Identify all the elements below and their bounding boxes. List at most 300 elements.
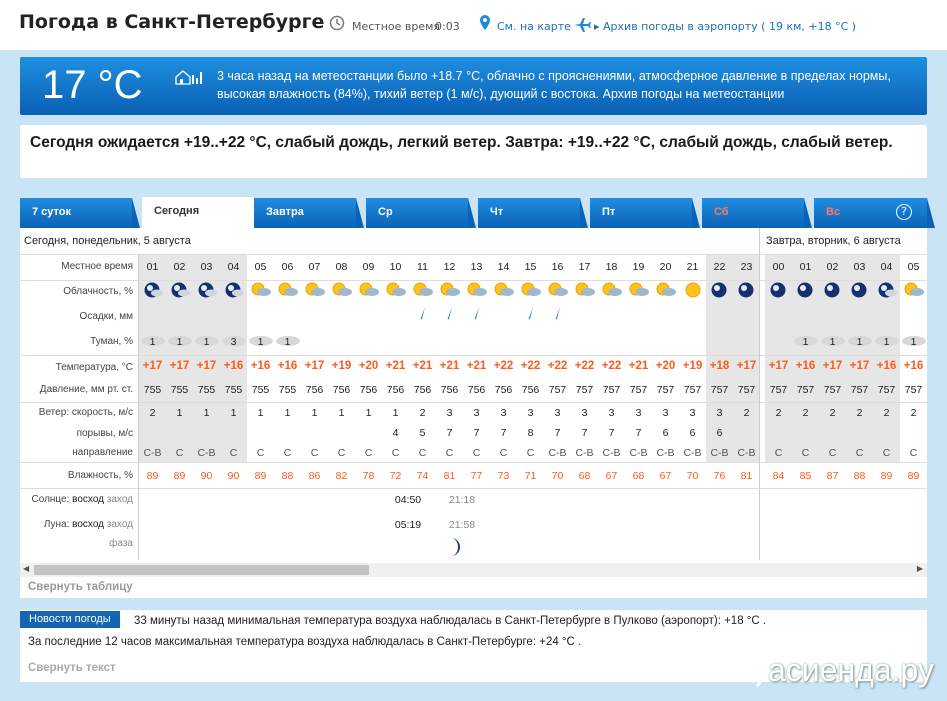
sun-cloud-icon <box>520 281 542 299</box>
row-label-sun <box>32 494 134 505</box>
hour-cell: 14 <box>497 261 510 273</box>
sunrise-label: восход <box>72 494 104 505</box>
wind-cell: 3 <box>581 407 588 419</box>
temperature-cell: +17 <box>849 360 870 372</box>
humidity-cell: 70 <box>551 470 564 482</box>
direction-cell: С-В <box>737 447 756 459</box>
moon-cloud-icon <box>169 281 191 299</box>
humidity-cell: 68 <box>578 470 591 482</box>
moon-cloud-icon <box>142 281 164 299</box>
direction-cell: С <box>364 447 373 459</box>
wind-cell: 1 <box>365 407 372 419</box>
pressure-cell: 756 <box>440 384 459 396</box>
gust-cell: 7 <box>554 427 561 439</box>
hour-cell: 16 <box>551 261 564 273</box>
direction-cell: С <box>337 447 346 459</box>
humidity-cell: 72 <box>389 470 402 482</box>
moonrise-label: восход <box>72 519 104 530</box>
humidity-cell: 89 <box>880 470 893 482</box>
humidity-cell: 71 <box>524 470 537 482</box>
humidity-cell: 73 <box>497 470 510 482</box>
gust-cell: 7 <box>635 427 642 439</box>
direction-cell: С-В <box>629 447 648 459</box>
pressure-cell: 757 <box>769 384 788 396</box>
gust-cell: 8 <box>527 427 534 439</box>
wind-cell: 3 <box>554 407 561 419</box>
map-pin-icon[interactable] <box>478 14 492 32</box>
tab-6[interactable]: Сб <box>702 198 804 228</box>
humidity-cell: 82 <box>335 470 348 482</box>
direction-cell: С <box>909 447 918 459</box>
pressure-cell: 755 <box>278 384 297 396</box>
wind-cell: 3 <box>527 407 534 419</box>
airport-archive-text: Архив погоды в аэропорту ( 19 км, +18 °C ) <box>603 20 857 33</box>
wind-cell: 1 <box>311 407 318 419</box>
hour-cell: 05 <box>907 261 920 273</box>
hour-cell: 18 <box>605 261 618 273</box>
crescent-moon-icon <box>446 537 460 557</box>
temperature-cell: +21 <box>385 360 406 372</box>
humidity-cell: 87 <box>826 470 839 482</box>
humidity-cell: 81 <box>443 470 456 482</box>
today-label: Сегодня, понедельник, 5 августа <box>24 235 191 247</box>
hour-cell: 09 <box>362 261 375 273</box>
humidity-cell: 89 <box>907 470 920 482</box>
fog-cell: 1 <box>284 336 291 348</box>
pressure-cell: 757 <box>575 384 594 396</box>
pressure-cell: 756 <box>521 384 540 396</box>
pressure-cell: 757 <box>850 384 869 396</box>
direction-cell: С <box>499 447 508 459</box>
sun-cloud-icon <box>628 281 650 299</box>
hour-cell: 01 <box>799 261 812 273</box>
sun-label: Солнце: <box>31 494 70 505</box>
watermark-text: асиенда.ру <box>768 652 934 688</box>
temperature-cell: +20 <box>358 360 379 372</box>
sun-cloud-icon <box>277 281 299 299</box>
news-line-1: 33 минуты назад минимальная температура воздуха наблюдалась в Санкт-Петербурге в Пулково (аэропорт): +18 °C . <box>134 615 767 627</box>
humidity-cell: 89 <box>146 470 159 482</box>
row-label-pressure: Давление, мм рт. ст. <box>39 384 133 395</box>
row-divider <box>20 254 927 255</box>
fog-cell: 1 <box>910 336 917 348</box>
fog-cell: 1 <box>883 336 890 348</box>
humidity-cell: 84 <box>772 470 785 482</box>
wind-cell: 1 <box>257 407 264 419</box>
summary-text: Сегодня ожидается +19..+22 °C, слабый дождь, легкий ветер. Завтра: +19..+22 °C, слабый дождь, слабый ветер. <box>30 134 893 151</box>
hour-cell: 23 <box>740 261 753 273</box>
tab-1[interactable]: Сегодня <box>142 197 254 229</box>
direction-cell: С-В <box>656 447 675 459</box>
tab-4[interactable]: Чт <box>478 198 580 228</box>
fog-cell: 3 <box>230 336 237 348</box>
direction-cell: С-В <box>710 447 729 459</box>
hour-cell: 02 <box>826 261 839 273</box>
hour-cell: 00 <box>772 261 785 273</box>
hour-cell: 03 <box>853 261 866 273</box>
pressure-cell: 757 <box>737 384 756 396</box>
fog-cell: 1 <box>203 336 210 348</box>
wind-cell: 2 <box>910 407 917 419</box>
pressure-cell: 757 <box>602 384 621 396</box>
wind-cell: 1 <box>392 407 399 419</box>
pressure-cell: 757 <box>823 384 842 396</box>
temperature-cell: +16 <box>876 360 897 372</box>
wind-cell: 3 <box>635 407 642 419</box>
temperature-cell: +21 <box>466 360 487 372</box>
row-label-gusts: порывы, м/с <box>76 428 133 439</box>
help-icon[interactable]: ? <box>896 204 912 220</box>
tab-0[interactable]: 7 суток <box>20 198 132 228</box>
sun-cloud-icon <box>331 281 353 299</box>
pressure-cell: 755 <box>251 384 270 396</box>
gust-cell: 6 <box>662 427 669 439</box>
pressure-cell: 756 <box>413 384 432 396</box>
direction-cell: С <box>310 447 319 459</box>
sun-cloud-icon <box>250 281 272 299</box>
pressure-cell: 755 <box>224 384 243 396</box>
wind-cell: 2 <box>829 407 836 419</box>
temperature-cell: +18 <box>709 360 730 372</box>
wind-cell: 3 <box>446 407 453 419</box>
row-divider <box>20 488 927 489</box>
row-label-temp: Температура, °C <box>55 362 133 373</box>
pressure-cell: 757 <box>877 384 896 396</box>
sun-cloud-icon <box>466 281 488 299</box>
temperature-cell: +17 <box>822 360 843 372</box>
sun-cloud-icon <box>574 281 596 299</box>
sun-cloud-icon <box>412 281 434 299</box>
pressure-cell: 755 <box>170 384 189 396</box>
rain-drop-icon <box>472 306 482 320</box>
moon-icon <box>849 281 871 299</box>
humidity-cell: 78 <box>362 470 375 482</box>
row-divider <box>20 355 927 356</box>
wind-cell: 1 <box>176 407 183 419</box>
row-label-clouds: Облачность, % <box>63 286 133 297</box>
wind-cell: 3 <box>662 407 669 419</box>
temperature-cell: +17 <box>768 360 789 372</box>
hour-cell: 20 <box>659 261 672 273</box>
humidity-cell: 90 <box>227 470 240 482</box>
temperature-cell: +22 <box>547 360 568 372</box>
direction-cell: С-В <box>602 447 621 459</box>
sun-cloud-icon <box>655 281 677 299</box>
humidity-cell: 67 <box>605 470 618 482</box>
hour-cell: 19 <box>632 261 645 273</box>
pressure-cell: 757 <box>904 384 923 396</box>
pressure-cell: 755 <box>143 384 162 396</box>
row-label-moon <box>44 519 133 530</box>
humidity-cell: 77 <box>470 470 483 482</box>
pressure-cell: 757 <box>548 384 567 396</box>
wind-cell: 2 <box>856 407 863 419</box>
weather-station-icon[interactable] <box>174 69 208 85</box>
humidity-cell: 67 <box>659 470 672 482</box>
sunset-time: 21:18 <box>448 494 476 506</box>
hour-cell: 04 <box>227 261 240 273</box>
sun-icon <box>682 281 704 299</box>
gust-cell: 6 <box>689 427 696 439</box>
pressure-cell: 756 <box>386 384 405 396</box>
hour-cell: 10 <box>389 261 402 273</box>
direction-cell: С <box>801 447 810 459</box>
direction-cell: С <box>855 447 864 459</box>
wind-cell: 2 <box>149 407 156 419</box>
moonrise-time: 05:19 <box>394 519 422 531</box>
sun-cloud-icon <box>903 281 925 299</box>
temperature-cell: +16 <box>795 360 816 372</box>
humidity-cell: 68 <box>632 470 645 482</box>
direction-cell: С <box>828 447 837 459</box>
news-line-2: За последние 12 часов максимальная температура воздуха наблюдалась в Санкт-Петербурге: +24 °C . <box>28 636 582 648</box>
collapse-text-link[interactable]: Свернуть текст <box>28 662 116 674</box>
forecast-table <box>20 228 927 598</box>
hour-cell: 11 <box>417 261 428 273</box>
direction-cell: С <box>391 447 400 459</box>
moon-icon <box>736 281 758 299</box>
sun-cloud-icon <box>358 281 380 299</box>
humidity-cell: 88 <box>853 470 866 482</box>
moon-cloud-icon <box>876 281 898 299</box>
pressure-cell: 756 <box>332 384 351 396</box>
temperature-cell: +21 <box>412 360 433 372</box>
pressure-cell: 757 <box>656 384 675 396</box>
hour-cell: 04 <box>880 261 893 273</box>
moon-label: Луна: <box>43 519 70 530</box>
hour-cell: 12 <box>443 261 456 273</box>
moon-cloud-icon <box>223 281 245 299</box>
fog-cell: 1 <box>802 336 809 348</box>
wind-cell: 1 <box>230 407 237 419</box>
row-divider <box>20 402 927 403</box>
temperature-cell: +16 <box>903 360 924 372</box>
fog-cell: 1 <box>856 336 863 348</box>
hour-cell: 13 <box>470 261 483 273</box>
humidity-cell: 81 <box>740 470 753 482</box>
temperature-cell: +17 <box>304 360 325 372</box>
direction-cell: С <box>418 447 427 459</box>
moon-icon <box>709 281 731 299</box>
hour-cell: 15 <box>524 261 537 273</box>
sun-cloud-icon <box>547 281 569 299</box>
row-label-wind: Ветер: скорость, м/с <box>38 407 133 418</box>
scroll-right-icon[interactable]: ▶ <box>916 564 923 573</box>
hour-cell: 08 <box>335 261 348 273</box>
direction-cell: С <box>283 447 292 459</box>
sun-cloud-icon <box>493 281 515 299</box>
temperature-cell: +19 <box>331 360 352 372</box>
humidity-cell: 86 <box>308 470 321 482</box>
moonset-label: заход <box>106 519 133 530</box>
hour-cell: 05 <box>254 261 267 273</box>
map-link[interactable]: См. на карте <box>497 20 571 33</box>
humidity-cell: 85 <box>799 470 812 482</box>
humidity-cell: 88 <box>281 470 294 482</box>
tab-2[interactable]: Завтра <box>254 198 356 228</box>
sun-cloud-icon <box>304 281 326 299</box>
rain-drop-icon <box>553 306 563 320</box>
row-label-phase: фаза <box>109 538 133 549</box>
page-title: Погода в Санкт-Петербурге <box>19 11 325 33</box>
temperature-cell: +21 <box>628 360 649 372</box>
airport-archive-link[interactable]: ▸ Архив погоды в аэропорту ( 19 км, +18 °C ) <box>594 20 857 33</box>
gust-cell: 7 <box>446 427 453 439</box>
direction-cell: С <box>774 447 783 459</box>
wind-cell: 3 <box>689 407 696 419</box>
direction-cell: С-В <box>575 447 594 459</box>
clock-icon <box>329 15 345 31</box>
hour-cell: 02 <box>173 261 186 273</box>
wind-cell: 3 <box>608 407 615 419</box>
wind-cell: 2 <box>419 407 426 419</box>
wind-cell: 3 <box>716 407 723 419</box>
current-temperature: 17 °C <box>42 63 143 107</box>
rain-drop-icon <box>418 306 428 320</box>
fog-cell: 1 <box>257 336 264 348</box>
pressure-cell: 755 <box>197 384 216 396</box>
hour-cell: 06 <box>281 261 294 273</box>
tomorrow-label: Завтра, вторник, 6 августа <box>766 235 901 247</box>
temperature-cell: +20 <box>655 360 676 372</box>
watermark-logo <box>742 644 934 700</box>
direction-cell: С <box>175 447 184 459</box>
hour-cell: 01 <box>146 261 159 273</box>
moonset-time: 21:58 <box>448 519 476 531</box>
wind-cell: 2 <box>775 407 782 419</box>
humidity-cell: 74 <box>416 470 429 482</box>
humidity-cell: 76 <box>713 470 726 482</box>
temperature-cell: +16 <box>223 360 244 372</box>
humidity-cell: 89 <box>254 470 267 482</box>
forecast-summary <box>20 125 927 178</box>
moon-cloud-icon <box>196 281 218 299</box>
temperature-cell: +22 <box>601 360 622 372</box>
pressure-cell: 756 <box>359 384 378 396</box>
temperature-cell: +17 <box>142 360 163 372</box>
wind-cell: 3 <box>500 407 507 419</box>
tab-3[interactable]: Ср <box>366 198 468 228</box>
pressure-cell: 757 <box>683 384 702 396</box>
humidity-cell: 70 <box>686 470 699 482</box>
wind-cell: 2 <box>743 407 750 419</box>
pressure-cell: 757 <box>796 384 815 396</box>
gust-cell: 4 <box>392 427 399 439</box>
gust-cell: 6 <box>716 427 723 439</box>
temperature-cell: +17 <box>736 360 757 372</box>
wind-cell: 1 <box>284 407 291 419</box>
row-label-time: Местное время <box>61 261 133 272</box>
moon-icon <box>822 281 844 299</box>
hour-cell: 17 <box>578 261 591 273</box>
scrollbar-thumb[interactable] <box>34 565 369 575</box>
gust-cell: 7 <box>608 427 615 439</box>
tab-7[interactable]: Вс <box>814 198 927 228</box>
pressure-cell: 756 <box>494 384 513 396</box>
temperature-cell: +17 <box>196 360 217 372</box>
sunset-label: заход <box>106 494 133 505</box>
current-description: 3 часа назад на метеостанции было +18.7 °C, облачно с прояснениями, атмосферное давление в пределах нормы, высокая влажность (84%), тихий ветер (1 м/с), дующий с востока. Архив погоды на метеостанции <box>217 69 891 101</box>
collapse-table-link[interactable]: Свернуть таблицу <box>28 581 133 593</box>
moon-icon <box>795 281 817 299</box>
direction-cell: С <box>229 447 238 459</box>
row-label-humidity: Влажность, % <box>67 470 133 481</box>
wind-cell: 1 <box>338 407 345 419</box>
airplane-icon <box>573 16 591 32</box>
sun-cloud-icon <box>385 281 407 299</box>
temperature-cell: +17 <box>169 360 190 372</box>
page-header <box>0 0 947 50</box>
fog-cell: 1 <box>176 336 183 348</box>
temperature-cell: +22 <box>574 360 595 372</box>
row-label-fog: Туман, % <box>90 336 133 347</box>
wind-cell: 2 <box>802 407 809 419</box>
gust-cell: 5 <box>419 427 426 439</box>
sun-cloud-icon <box>439 281 461 299</box>
gust-cell: 7 <box>473 427 480 439</box>
direction-cell: С <box>256 447 265 459</box>
direction-cell: С-В <box>143 447 162 459</box>
sunrise-time: 04:50 <box>394 494 422 506</box>
row-label-direction: направление <box>72 447 133 458</box>
row-divider <box>20 462 927 463</box>
direction-cell: С <box>445 447 454 459</box>
temperature-cell: +16 <box>277 360 298 372</box>
table-scrollbar[interactable] <box>20 563 927 577</box>
hour-cell: 03 <box>200 261 213 273</box>
direction-cell: С-В <box>548 447 567 459</box>
humidity-cell: 89 <box>173 470 186 482</box>
direction-cell: С-В <box>683 447 702 459</box>
humidity-cell: 90 <box>200 470 213 482</box>
hour-cell: 07 <box>308 261 321 273</box>
gust-cell: 7 <box>500 427 507 439</box>
rain-drop-icon <box>526 306 536 320</box>
temperature-cell: +22 <box>520 360 541 372</box>
local-time-label: Местное время <box>352 20 441 33</box>
wind-cell: 3 <box>473 407 480 419</box>
wind-cell: 2 <box>883 407 890 419</box>
news-badge: Новости погоды <box>20 611 120 628</box>
temperature-cell: +19 <box>682 360 703 372</box>
tab-5[interactable]: Пт <box>590 198 692 228</box>
rain-drop-icon <box>445 306 455 320</box>
direction-cell: С <box>882 447 891 459</box>
temperature-cell: +21 <box>439 360 460 372</box>
fog-cell: 1 <box>829 336 836 348</box>
local-time-value: 0:03 <box>435 20 460 33</box>
sun-cloud-icon <box>601 281 623 299</box>
direction-cell: С-В <box>197 447 216 459</box>
wind-cell: 1 <box>203 407 210 419</box>
current-weather-banner <box>20 57 927 115</box>
moon-icon <box>768 281 790 299</box>
direction-cell: С <box>526 447 535 459</box>
pressure-cell: 756 <box>467 384 486 396</box>
fog-cell: 1 <box>149 336 156 348</box>
temperature-cell: +16 <box>250 360 271 372</box>
hour-cell: 22 <box>713 261 726 273</box>
temperature-cell: +22 <box>493 360 514 372</box>
row-label-precip: Осадки, мм <box>79 311 133 322</box>
pressure-cell: 757 <box>629 384 648 396</box>
pressure-cell: 756 <box>305 384 324 396</box>
gust-cell: 7 <box>581 427 588 439</box>
direction-cell: С <box>472 447 481 459</box>
scroll-left-icon[interactable]: ◀ <box>23 564 30 573</box>
pressure-cell: 757 <box>710 384 729 396</box>
hour-cell: 21 <box>686 261 699 273</box>
